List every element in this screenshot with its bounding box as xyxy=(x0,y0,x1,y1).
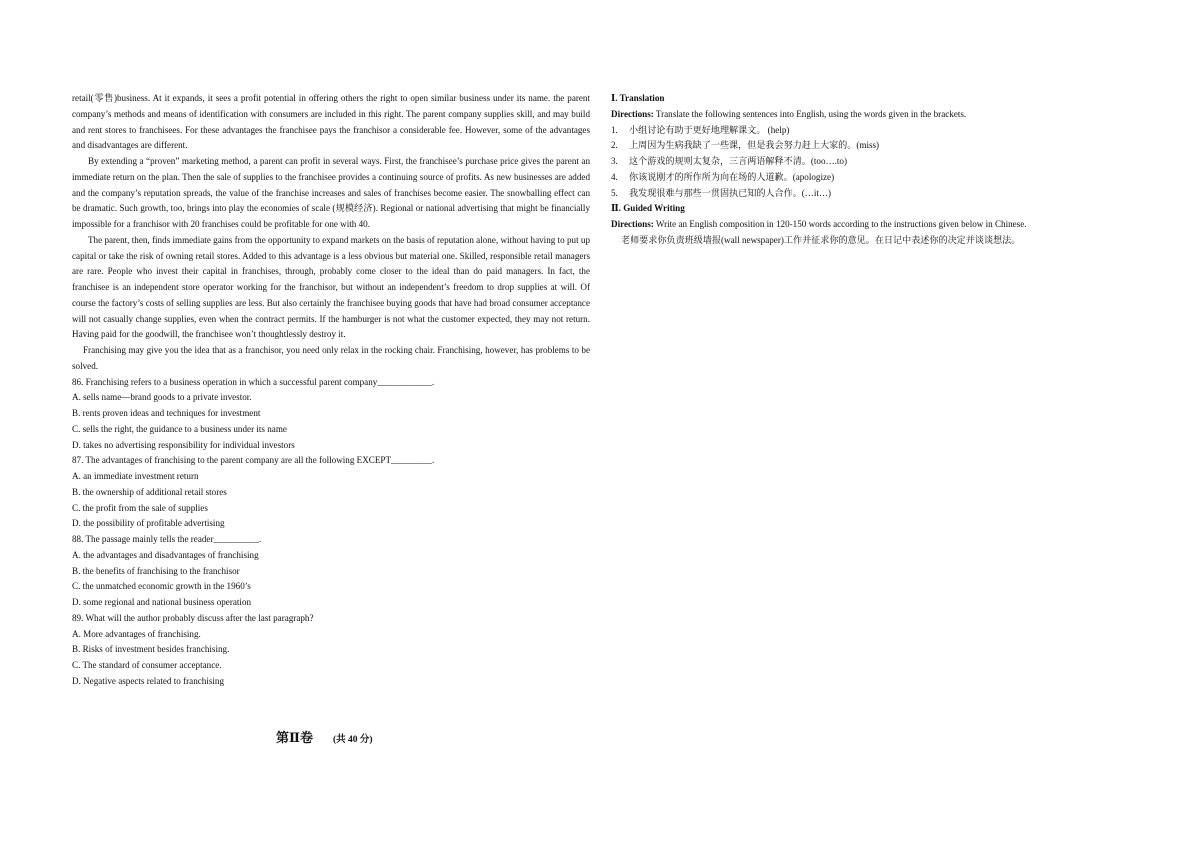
passage-paragraph-3: The parent, then, finds immediate gains from the opportunity to expand markets on the basis of reputation alone, without having to put up capital or take the risk of owning retail stores. Added to this advantage is a less obvious but material one. Skilled, responsible retail managers are rare. People who invest their capital in franchises, through, probably come closer to the ideal than do paid managers. In fact, the franchisee is an independent store operator working for the franchisor, but without an independent’s freedom to drop supplies at will. Of course the factory’s costs of selling supplies are less. But also certainly the franchisee buying goods that have had broad consumer acceptance will not casually change supplies, even when the contract permits. If the hamburger is not what the customer expected, they may not return. Having paid for the goodwill, the franchisee won’t thoughtlessly destroy it. xyxy=(72,234,590,340)
option-c: C. The standard of consumer acceptance. xyxy=(72,660,222,670)
option-d: D. Negative aspects related to franchising xyxy=(72,675,225,686)
question-stem: 89. What will the author probably discuss after the last paragraph? xyxy=(72,612,314,623)
left-column xyxy=(72,91,590,690)
item-number: 4. xyxy=(611,171,618,182)
item-text: 小组讨论有助于更好地理解课文。 (help) xyxy=(629,124,790,135)
question-86 xyxy=(72,375,590,454)
option-a: A. an immediate investment return xyxy=(72,471,199,481)
option-d: D. takes no advertising responsibility for individual investors xyxy=(72,439,295,450)
writing-prompt: 老师要求你负责班级墙报(wall newspaper)工作并征求你的意见。在日记中表述你的决定并谈谈想法。 xyxy=(621,234,1021,245)
option-d: D. some regional and national business operation xyxy=(72,597,252,607)
option-a: A. More advantages of franchising. xyxy=(72,628,201,639)
option-a: A. the advantages and disadvantages of franchising xyxy=(72,549,259,560)
item-number: 3. xyxy=(611,156,618,166)
item-text: 这个游戏的规则太复杂，三言两语解释不清。(too….to) xyxy=(629,156,847,166)
translation-directions xyxy=(611,107,1131,123)
passage-paragraph-4: Franchising may give you the idea that as a franchisor, you need only relax in the rocking chair. Franchising, however, has problems to be solved. xyxy=(72,345,590,371)
section-2-points: (共 40 分) xyxy=(332,735,373,745)
option-b: B. the ownership of additional retail stores xyxy=(72,486,227,497)
question-stem: 86. Franchising refers to a business operation in which a successful parent company____________. xyxy=(72,376,435,387)
translation-item-1 xyxy=(611,123,1131,139)
right-column xyxy=(611,91,1131,249)
question-87 xyxy=(72,453,590,532)
passage-paragraph-1: retail(零售)business. At it expands, it sees a profit potential in offering others the right to open similar business under its name. the parent company’s methods and means of identification with consumers are included in this right. The parent company supplies skill, and may build and rent stores to franchisees. For these advantages the franchisee pays the franchisor a considerable fee. However, some of the advantages and disadvantages are different. xyxy=(72,93,590,151)
option-c: C. the unmatched economic growth in the 1960’s xyxy=(72,581,251,592)
question-stem: 87. The advantages of franchising to the parent company are all the following EXCEPT_________. xyxy=(72,455,435,466)
option-a: A. sells name—brand goods to a private investor. xyxy=(72,392,252,403)
option-b: B. rents proven ideas and techniques for investment xyxy=(72,408,261,418)
translation-item-2 xyxy=(611,138,1131,154)
translation-item-4 xyxy=(611,170,1131,186)
option-b: B. Risks of investment besides franchising. xyxy=(72,644,230,655)
directions-label: Directions: xyxy=(611,108,654,119)
option-c: C. sells the right, the guidance to a business under its name xyxy=(72,423,287,434)
option-b: B. the benefits of franchising to the franchisor xyxy=(72,565,240,576)
section-2-label: 第Ⅱ卷 xyxy=(276,730,313,745)
item-number: 1. xyxy=(611,124,618,135)
question-89 xyxy=(72,611,590,690)
directions-text: Translate the following sentences into English, using the words given in the brackets. xyxy=(653,108,967,119)
directions-text: Write an English composition in 120-150 words according to the instructions given below in Chinese. xyxy=(653,219,1027,229)
item-text: 我发现很难与那些一贯固执已知的人合作。(…it…) xyxy=(629,187,832,198)
item-number: 5. xyxy=(611,187,618,198)
item-text: 你该说刚才的所作所为向在场的人道歉。(apologize) xyxy=(629,171,835,182)
writing-directions xyxy=(611,217,1131,233)
directions-label: Directions: xyxy=(611,219,654,229)
item-text: 上周因为生病我缺了一些课，但是我会努力赶上大家的。(miss) xyxy=(629,140,880,151)
option-c: C. the profit from the sale of supplies xyxy=(72,502,208,513)
option-d: D. the possibility of profitable advertising xyxy=(72,518,225,529)
writing-heading: Ⅱ. Guided Writing xyxy=(611,203,685,214)
section-2-title xyxy=(276,727,373,746)
question-88 xyxy=(72,532,590,611)
question-stem: 88. The passage mainly tells the reader__________. xyxy=(72,534,262,544)
item-number: 2. xyxy=(611,140,618,151)
passage-paragraph-2: By extending a “proven” marketing method, a parent can profit in several ways. First, the franchisee’s purchase price gives the parent an immediate return on the plan. Then the sale of supplies to the franchisee provides a continuing source of profits. As new businesses are added and the company’s reputation spreads, the value of the franchise increases and sales of franchises become easier. The snowballing effect can be dramatic. Such growth, too, brings into play the economies of scale (规模经济). Regional or national advertising that might be financially impossible for a franchisor with 20 franchises could be profitable for one with 40. xyxy=(72,156,590,229)
translation-heading: Ⅰ. Translation xyxy=(611,93,665,103)
translation-item-5 xyxy=(611,186,1131,202)
translation-item-3 xyxy=(611,154,1131,170)
